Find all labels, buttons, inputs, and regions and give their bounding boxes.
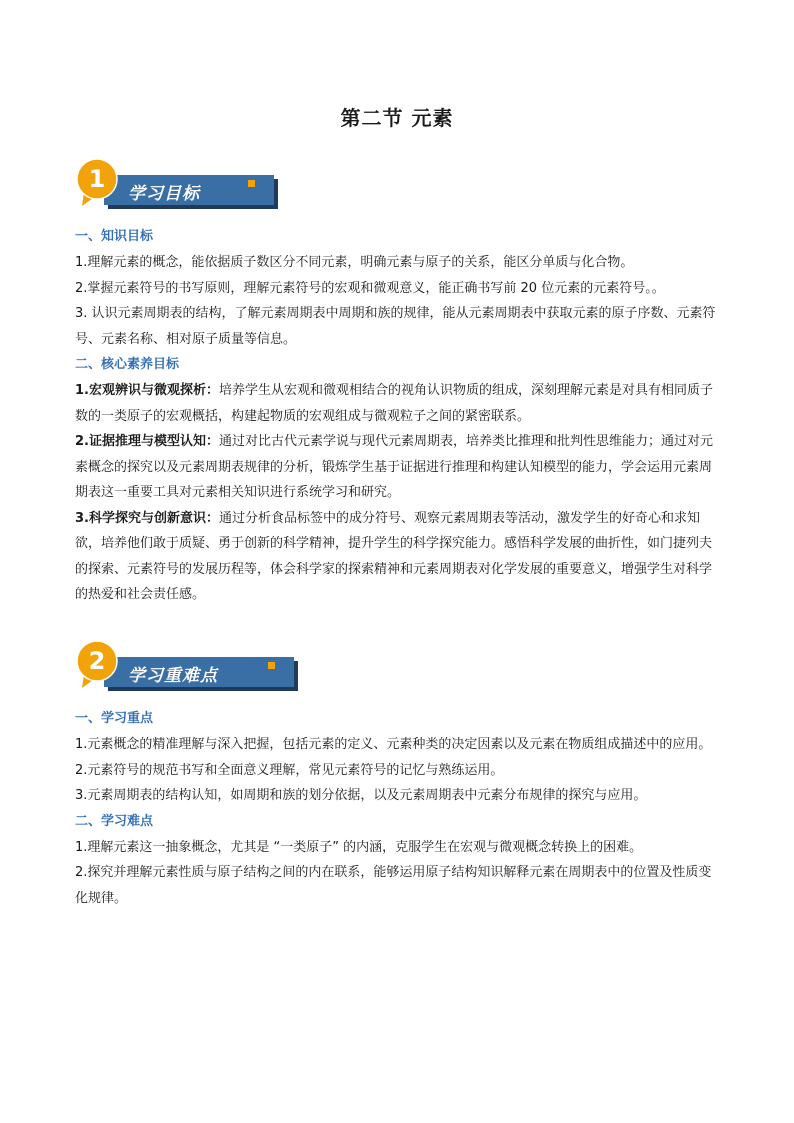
paragraph: 1.理解元素这一抽象概念，尤其是 “一类原子” 的内涵，克服学生在宏观与微观概念转换上的困难。 xyxy=(75,839,643,855)
subsection-heading: 一、知识目标 xyxy=(75,229,154,244)
section-number: 1 xyxy=(88,165,106,193)
paragraph: 2.元素符号的规范书写和全面意义理解，常见元素符号的记忆与熟练运用。 xyxy=(75,762,504,778)
paragraph xyxy=(75,429,720,506)
badge-bar xyxy=(104,657,294,687)
paragraph xyxy=(75,506,720,608)
paragraph: 3.元素周期表的结构认知，如周期和族的划分依据，以及元素周期表中元素分布规律的探究与应用。 xyxy=(75,788,647,803)
subsection-heading: 二、核心素养目标 xyxy=(75,357,180,372)
section-number: 2 xyxy=(88,647,106,675)
badge-label: 学习目标 xyxy=(128,184,200,204)
paragraph-text: 通过对比古代元素学说与现代元素周期表，培养类比推理和批判性思维能力；通过对元素概念的探究以及元素周期表规律的分析，锻炼学生基于证据进行推理和构建认知模型的能力，学会运用元素周期表这一重要工具对元素相关知识进行系统学习和研究。 xyxy=(75,434,713,500)
number-circle-icon xyxy=(76,158,120,210)
paragraph: 2.掌握元素符号的书写原则，理解元素符号的宏观和微观意义，能正确书写前 20 位元素的元素符号。。 xyxy=(75,280,665,296)
section-badge-goals xyxy=(76,158,336,210)
paragraph-text: 培养学生从宏观和微观相结合的视角认识物质的组成，深刻理解元素是对具有相同质子数的一类原子的宏观概括，构建起物质的宏观组成与微观粒子之间的紧密联系。 xyxy=(75,383,713,424)
paragraph: 2.探究并理解元素性质与原子结构之间的内在联系，能够运用原子结构知识解释元素在周期表中的位置及性质变化规律。 xyxy=(75,865,712,906)
subsection-heading: 一、学习重点 xyxy=(75,711,154,726)
badge-label: 学习重难点 xyxy=(128,666,218,686)
paragraph xyxy=(75,378,720,429)
badge-dot-icon xyxy=(248,180,255,187)
section-badge-key-points xyxy=(76,640,336,692)
number-circle-icon xyxy=(76,640,120,692)
paragraph: 1.元素概念的精准理解与深入把握，包括元素的定义、元素种类的决定因素以及元素在物质组成描述中的应用。 xyxy=(75,737,712,752)
paragraph-lead: 1.宏观辨识与微观探析： xyxy=(75,383,219,398)
paragraph: 3. 认识元素周期表的结构，了解元素周期表中周期和族的规律，能从元素周期表中获取元素的原子序数、元素符号、元素名称、相对原子质量等信息。 xyxy=(75,306,716,347)
paragraph: 1.理解元素的概念，能依据质子数区分不同元素，明确元素与原子的关系，能区分单质与化合物。 xyxy=(75,255,634,270)
page-title: 第二节 元素 xyxy=(340,106,454,130)
subsection-heading: 二、学习难点 xyxy=(75,813,154,829)
badge-dot-icon xyxy=(268,662,275,669)
paragraph-lead: 2.证据推理与模型认知： xyxy=(75,434,219,449)
paragraph-text: 通过分析食品标签中的成分符号、观察元素周期表等活动，激发学生的好奇心和求知欲，培养他们敢于质疑、勇于创新的科学精神，提升学生的科学探究能力。感悟科学发展的曲折性，如门捷列夫的探索、元素符号的发展历程等，体会科学家的探索精神和元素周期表对化学发展的重要意义，增强学生对科学的热爱和社会责任感。 xyxy=(75,510,713,602)
section-goals xyxy=(75,224,720,608)
section-key-points xyxy=(75,706,720,911)
paragraph-lead: 3.科学探究与创新意识： xyxy=(75,510,219,526)
